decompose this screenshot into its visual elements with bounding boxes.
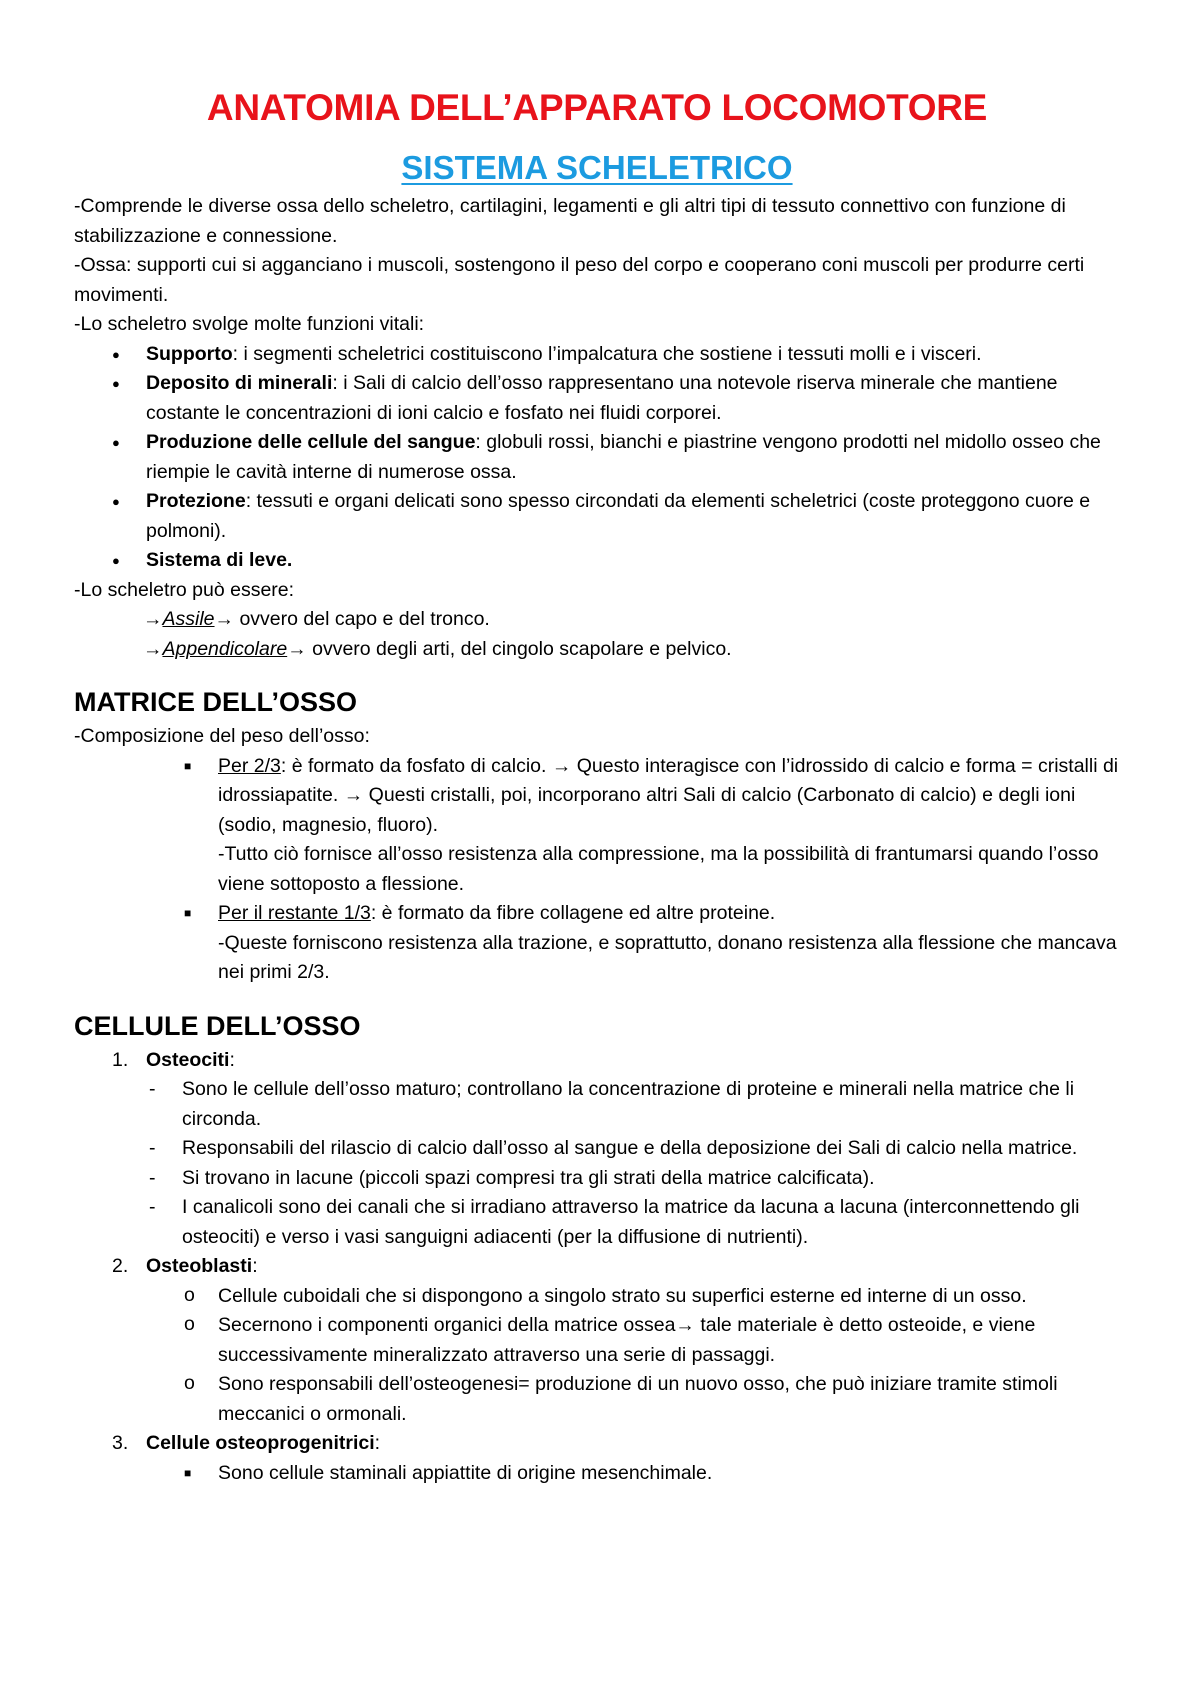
list-item: o Secernono i componenti organici della matrice ossea→ tale materiale è detto osteoide, e viene successivamente mineralizzato attraverso una serie di passaggi. xyxy=(146,1311,1120,1370)
cell-type-colon: : xyxy=(374,1432,381,1454)
osteoprogenitor-details xyxy=(146,1459,1120,1489)
arrow-icon: → xyxy=(214,608,235,630)
list-item-term: Deposito di minerali xyxy=(146,372,333,394)
list-item: - Sono le cellule dell’osso maturo; controllano la concentrazione di proteine e minerali nella matrice che li circonda. xyxy=(146,1075,1120,1134)
list-item: - Responsabili del rilascio di calcio dall’osso al sangue e della deposizione dei Sali di calcio nella matrice. xyxy=(146,1134,1120,1164)
cell-type-term: Osteoblasti xyxy=(146,1255,253,1277)
list-item: - Si trovano in lacune (piccoli spazi compresi tra gli strati della matrice calcificata). xyxy=(146,1164,1120,1194)
intro-block xyxy=(74,192,1120,340)
list-item-text: . xyxy=(286,549,293,571)
osteocytes-details xyxy=(146,1075,1120,1252)
list-item-term: Per il restante 1/3 xyxy=(218,902,371,924)
cell-type-item xyxy=(74,1429,1120,1488)
section-heading-bone-cells: CELLULE DELL’OSSO xyxy=(74,1010,361,1041)
list-item-term: Produzione delle cellule del sangue xyxy=(146,431,476,453)
list-item-term: Per 2/3 xyxy=(218,754,281,777)
list-item xyxy=(74,369,1120,428)
cell-type-term: Cellule osteoprogenitrici xyxy=(146,1432,375,1454)
list-item-text: ovvero del capo e del tronco. xyxy=(234,608,490,630)
list-item xyxy=(74,752,1120,900)
matrix-intro: -Composizione del peso dell’osso: xyxy=(74,725,370,747)
intro-paragraph: -Comprende le diverse ossa dello scheletro, cartilagini, legamenti e gli altri tipi di tessuto connettivo con funzione di stabilizzazione e connessione. xyxy=(74,195,1066,247)
cell-type-item xyxy=(74,1046,1120,1253)
list-item xyxy=(74,340,1120,370)
list-item-text: : globuli rossi, bianchi e piastrine vengono prodotti nel midollo osseo che riempie le cavità interne di numerose ossa. xyxy=(146,431,1101,483)
list-number: 1. xyxy=(112,1048,129,1071)
list-item-term: Supporto xyxy=(146,342,233,365)
list-item xyxy=(74,487,1120,546)
list-item: o Cellule cuboidali che si dispongono a singolo strato su superfici esterne ed interne di un osso. xyxy=(146,1282,1120,1312)
cell-type-colon: : xyxy=(252,1255,258,1277)
document-title: ANATOMIA DELL’APPARATO LOCOMOTORE xyxy=(206,87,988,128)
list-item-term: Sistema di leve xyxy=(146,549,287,571)
cell-type-colon: : xyxy=(229,1048,235,1071)
cell-type-term: Osteociti xyxy=(146,1048,230,1071)
list-number: 2. xyxy=(112,1255,129,1277)
list-item: ■ Sono cellule staminali appiattite di origine mesenchimale. xyxy=(146,1459,1120,1489)
skeleton-types-list xyxy=(74,605,1120,664)
list-item xyxy=(74,546,1120,576)
list-number: 3. xyxy=(112,1432,129,1454)
intro-paragraph: -Lo scheletro svolge molte funzioni vitali: xyxy=(74,313,425,335)
list-item: - I canalicoli sono dei canali che si irradiano attraverso la matrice da lacuna a lacuna (interconnettendo gli osteociti) e verso i vasi sanguigni adiacenti (per la diffusione di nutrienti). xyxy=(146,1193,1120,1252)
matrix-list xyxy=(74,752,1120,988)
list-item-term: Appendicolare xyxy=(162,637,288,660)
arrow-icon: → xyxy=(143,637,163,660)
functions-list xyxy=(74,340,1120,576)
list-item-text: ovvero degli arti, del cingolo scapolare e pelvico. xyxy=(306,637,732,660)
skeleton-types-intro: -Lo scheletro può essere: xyxy=(74,578,295,601)
list-item-term: Assile xyxy=(162,608,215,630)
list-item-note: -Queste forniscono resistenza alla trazione, e soprattutto, donano resistenza alla flessione che mancava nei primi 2/3. xyxy=(218,931,1117,983)
list-item xyxy=(74,605,1120,635)
list-item-text: : tessuti e organi delicati sono spesso circondati da elementi scheletrici (coste proteggono cuore e polmoni). xyxy=(146,490,1091,542)
intro-paragraph: -Ossa: supporti cui si agganciano i muscoli, sostengono il peso del corpo e cooperano coni muscoli per produrre certi movimenti. xyxy=(74,254,1085,306)
arrow-icon: → xyxy=(287,637,307,660)
list-item-text: : è formato da fibre collagene ed altre proteine. xyxy=(370,902,776,924)
list-item-text: : è formato da fosfato di calcio. → Questo interagisce con l’idrossido di calcio e forma = cristalli di idrossiapatite. → Questi cristalli, poi, incorporano altri Sali di calcio (Carbonato di calcio) e degli ioni (sodio, magnesio, fluoro). xyxy=(218,754,1119,836)
section-title-skeletal-system: SISTEMA SCHELETRICO xyxy=(401,149,793,186)
list-item-note: -Tutto ciò fornisce all’osso resistenza alla compressione, ma la possibilità di frantumarsi quando l’osso viene sottoposto a flessione. xyxy=(218,843,1099,895)
section-heading-bone-matrix: MATRICE DELL’OSSO xyxy=(74,687,358,717)
list-item: o Sono responsabili dell’osteogenesi= produzione di un nuovo osso, che può iniziare tramite stimoli meccanici o ormonali. xyxy=(146,1370,1120,1429)
list-item xyxy=(74,635,1120,665)
list-item-text: : i segmenti scheletrici costituiscono l’impalcatura che sostiene i tessuti molli e i visceri. xyxy=(232,342,982,365)
arrow-icon: → xyxy=(143,608,163,630)
list-item xyxy=(74,899,1120,988)
list-item-term: Protezione xyxy=(146,490,246,512)
cells-list xyxy=(74,1046,1120,1489)
list-item xyxy=(74,428,1120,487)
list-item-text: : i Sali di calcio dell’osso rappresentano una notevole riserva minerale che mantiene costante le concentrazioni di ioni calcio e fosfato nei fluidi corporei. xyxy=(146,372,1058,424)
cell-type-item xyxy=(74,1252,1120,1429)
osteoblasts-details xyxy=(146,1282,1120,1430)
